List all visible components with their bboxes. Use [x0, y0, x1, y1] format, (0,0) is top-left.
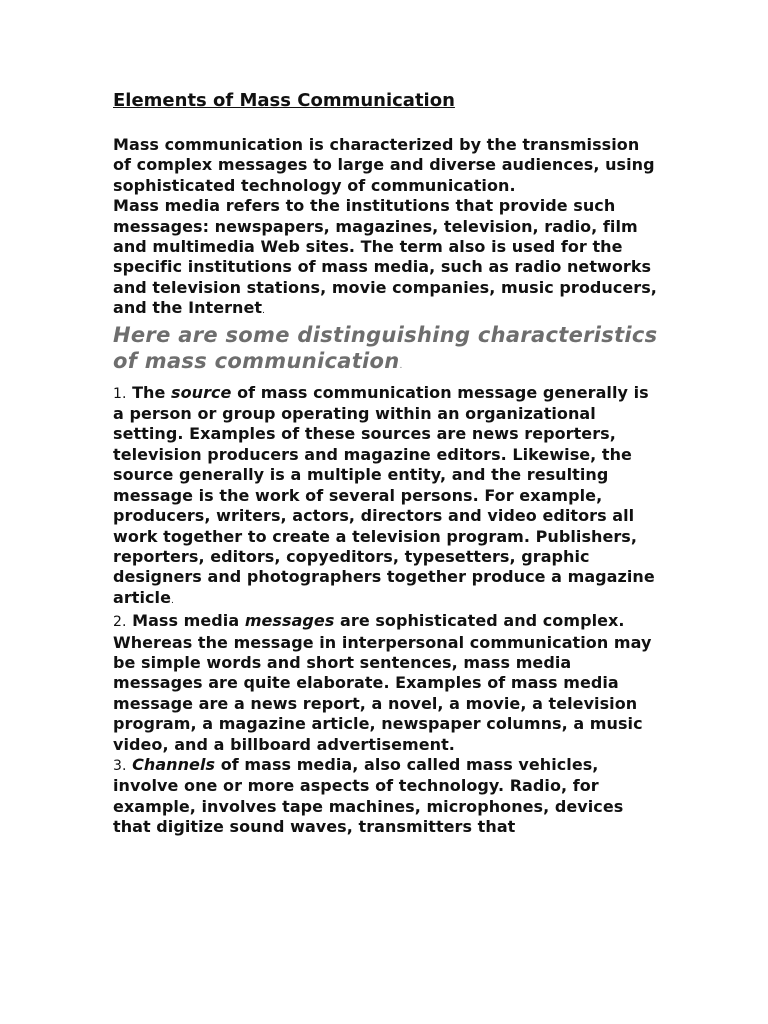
- item-lead: Mass media: [132, 611, 240, 631]
- item-number: 3.: [113, 757, 127, 774]
- list-item-source: [113, 383, 658, 611]
- media-paragraph: [113, 196, 658, 321]
- media-paragraph-period: .: [262, 306, 266, 317]
- item-lead: The: [132, 382, 166, 402]
- item-period: .: [171, 595, 174, 606]
- item-keyword: messages: [244, 611, 335, 631]
- item-number: 2.: [113, 614, 127, 631]
- media-paragraph-text: Mass media refers to the institutions that provide such messages: newspapers, magazines, television, radio, film and multimedia Web sites. The term also is used for the specific institutions of mass media, such as radio networks and television stations, movie companies, music producers, and the Internet: [113, 196, 657, 318]
- item-text: of mass media, also called mass vehicles, involve one or more aspects of technology. Radio, for example, involves tape machines, microphones, devices that digitize sound waves, transmitters that: [113, 754, 624, 837]
- item-keyword: Channels: [132, 754, 216, 774]
- item-text: are sophisticated and complex. Whereas the message in interpersonal communication may be simple words and short sentences, mass media messages are quite elaborate. Examples of mass media message are a news report, a novel, a movie, a television program, a magazine article, newspaper columns, a music video, and a billboard advertisement.: [113, 611, 652, 754]
- intro-paragraph: Mass communication is characterized by the transmission of complex messages to large and diverse audiences, using sophisticated technology of communication.: [113, 135, 655, 195]
- characteristics-subheading: [113, 322, 658, 379]
- subheading-text: Here are some distinguishing characteristics of mass communication: [113, 322, 658, 373]
- subheading-period: .: [399, 360, 403, 371]
- item-text: of mass communication message generally is a person or group operating within an organizational setting. Examples of these sources are news reporters, television producers and magazine editors. Likewise, the source generally is a multiple entity, and the resulting message is the work of several persons. For example, producers, writers, actors, directors and video editors all work together to create a television program. Publishers, reporters, editors, copyeditors, typesetters, graphic designers and photographers together produce a magazine article: [113, 382, 655, 607]
- document-page: [113, 88, 658, 838]
- document-title: Elements of Mass Communication: [113, 90, 455, 111]
- list-item-messages: [113, 611, 658, 755]
- list-item-channels: [113, 755, 658, 838]
- item-keyword: source: [171, 382, 232, 402]
- item-number: 1.: [113, 385, 127, 402]
